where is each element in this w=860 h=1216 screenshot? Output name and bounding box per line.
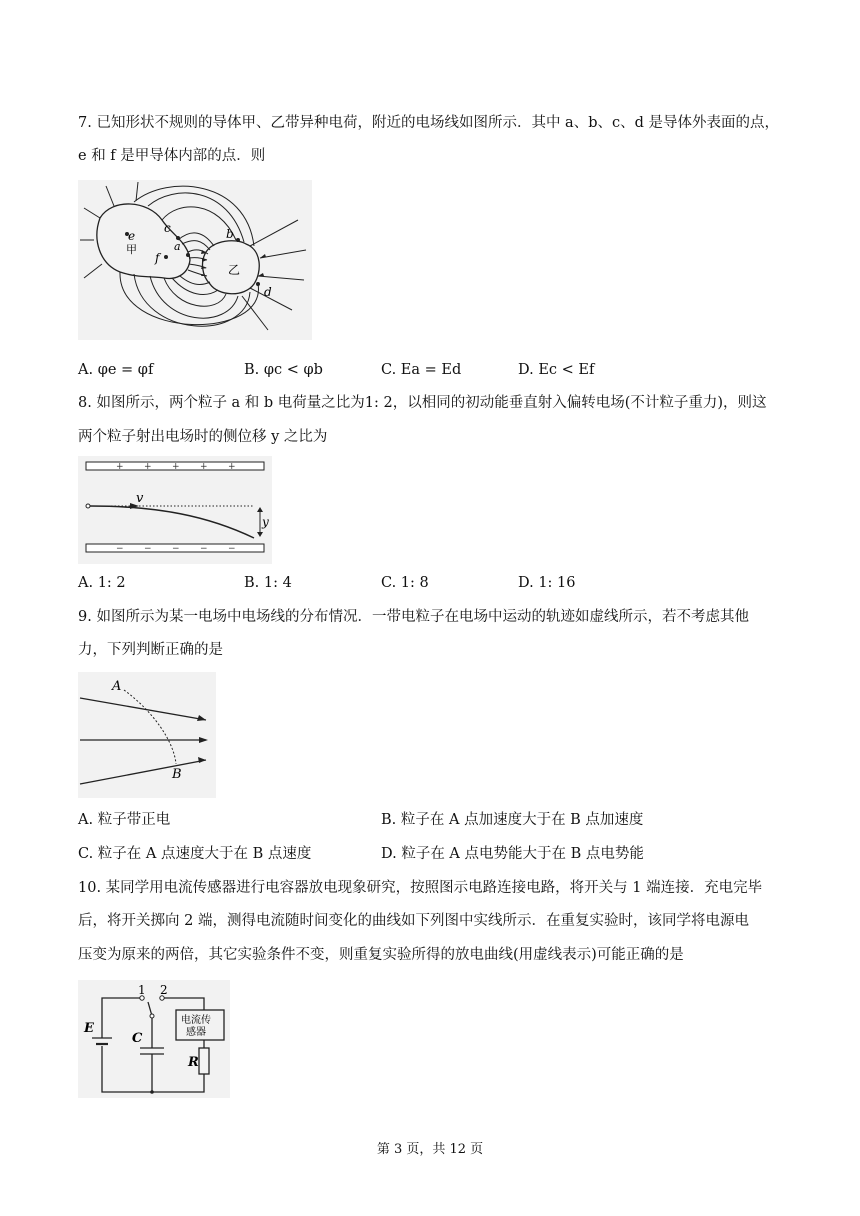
q7-option-a[interactable]: A. φe = φf	[78, 362, 154, 378]
label-switch-1: 1	[138, 983, 146, 997]
label-d: d	[264, 285, 272, 299]
q9-field-figure	[78, 672, 216, 798]
q10-stem-line2: 后，将开关掷向 2 端，测得电流随时间变化的曲线如下列图中实线所示．在重复实验时，该同学将电源电	[78, 913, 749, 929]
plate-plus-3: +	[172, 462, 180, 472]
q7-field-lines-svg	[78, 180, 312, 340]
label-C: C	[132, 1031, 143, 1046]
q9-stem-line1: 9. 如图所示为某一电场中电场线的分布情况．一带电粒子在电场中运动的轨迹如虚线所示，若不考虑其他	[78, 609, 749, 625]
plate-minus-2: −	[144, 544, 152, 554]
q10-circuit-svg	[78, 980, 230, 1098]
plate-plus-1: +	[116, 462, 124, 472]
label-switch-2: 2	[160, 983, 168, 997]
label-v: v	[136, 491, 144, 506]
q9-option-b[interactable]: B. 粒子在 A 点加速度大于在 B 点加速度	[381, 812, 644, 828]
q7-option-b[interactable]: B. φc < φb	[244, 362, 323, 378]
label-sensor-line1: 电流传	[181, 1015, 211, 1026]
q7-option-c[interactable]: C. Ea = Ed	[381, 362, 462, 378]
q7-field-figure	[78, 180, 312, 340]
q8-option-d[interactable]: D. 1: 16	[518, 575, 576, 591]
label-R: R	[188, 1055, 199, 1070]
q7-stem-line2: e 和 f 是甲导体内部的点．则	[78, 148, 266, 164]
plate-plus-5: +	[228, 462, 236, 472]
plate-plus-4: +	[200, 462, 208, 472]
q8-option-c[interactable]: C. 1: 8	[381, 575, 429, 591]
q9-option-d[interactable]: D. 粒子在 A 点电势能大于在 B 点电势能	[381, 846, 644, 862]
q7-stem-line1: 7. 已知形状不规则的导体甲、乙带异种电荷，附近的电场线如图所示．其中 a、b、c、d 是导体外表面的点，	[78, 115, 779, 131]
label-e: e	[128, 229, 136, 243]
q7-option-d[interactable]: D. Ec < Ef	[518, 362, 595, 378]
label-f: f	[155, 251, 160, 265]
q10-stem-line1: 10. 某同学用电流传感器进行电容器放电现象研究，按照图示电路连接电路，将开关与 1 端连接．充电完毕	[78, 880, 763, 896]
q8-option-a[interactable]: A. 1: 2	[78, 575, 126, 591]
q8-deflection-figure	[78, 456, 272, 564]
q10-stem-line3: 压变为原来的两倍，其它实验条件不变，则重复实验所得的放电曲线(用虚线表示)可能正确的是	[78, 947, 684, 963]
q9-option-a[interactable]: A. 粒子带正电	[78, 812, 171, 828]
q8-deflection-svg	[78, 456, 272, 564]
label-jia: 甲	[126, 243, 137, 256]
label-B: B	[172, 767, 182, 782]
page-footer: 第 3 页，共 12 页	[376, 1142, 484, 1157]
label-sensor-line2: 感器	[186, 1027, 206, 1038]
q9-field-svg	[78, 672, 216, 798]
q8-option-b[interactable]: B. 1: 4	[244, 575, 292, 591]
q10-circuit-figure	[78, 980, 230, 1098]
label-yi: 乙	[228, 263, 241, 277]
q8-stem-line1: 8. 如图所示，两个粒子 a 和 b 电荷量之比为1: 2，以相同的初动能垂直射入偏转电场(不计粒子重力)，则这	[78, 395, 767, 411]
plate-minus-5: −	[228, 544, 236, 554]
q8-stem-line2: 两个粒子射出电场时的侧位移 y 之比为	[78, 429, 328, 445]
q9-stem-line2: 力，下列判断正确的是	[78, 642, 223, 658]
label-a: a	[174, 240, 181, 253]
label-A: A	[112, 679, 122, 694]
label-y: y	[262, 515, 269, 529]
label-b: b	[226, 227, 234, 241]
plate-minus-4: −	[200, 544, 208, 554]
label-c: c	[164, 221, 171, 235]
plate-minus-1: −	[116, 544, 124, 554]
q9-option-c[interactable]: C. 粒子在 A 点速度大于在 B 点速度	[78, 846, 312, 862]
label-E: E	[84, 1021, 94, 1036]
plate-minus-3: −	[172, 544, 180, 554]
plate-plus-2: +	[144, 462, 152, 472]
